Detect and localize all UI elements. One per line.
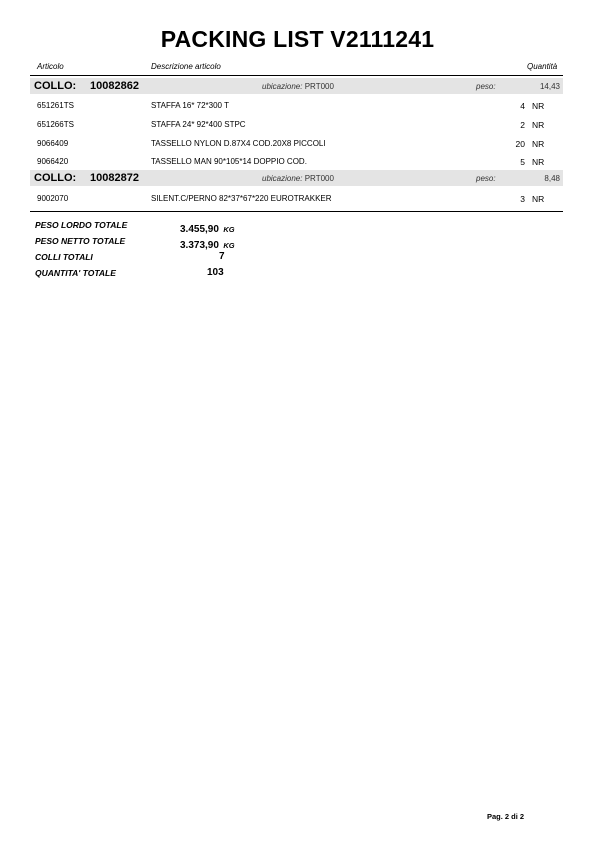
totals-rule	[30, 211, 563, 212]
item-quantity: 4	[520, 101, 525, 111]
peso-value: 14,43	[539, 82, 560, 91]
colli-totali-label: COLLI TOTALI	[35, 252, 93, 262]
ubicazione-value: PRT000	[304, 82, 334, 91]
item-unit: NR	[532, 157, 545, 167]
peso-netto-unit: KG	[223, 241, 235, 250]
peso-lordo-unit: KG	[223, 225, 235, 234]
ubicazione-label: ubicazione:	[262, 174, 303, 183]
item-unit: NR	[532, 139, 545, 149]
item-quantity: 5	[520, 157, 525, 167]
header-rule	[30, 75, 563, 76]
peso-lordo-label: PESO LORDO TOTALE	[35, 220, 128, 230]
item-description: SILENT.C/PERNO 82*37*67*220 EUROTRAKKER	[151, 194, 332, 203]
page-number: Pag. 2 di 2	[487, 812, 525, 821]
item-quantity: 2	[520, 120, 525, 130]
item-unit: NR	[532, 101, 545, 111]
peso-netto-label: PESO NETTO TOTALE	[35, 236, 126, 246]
peso-netto-value: 3.373,90	[180, 240, 219, 251]
collo-label: COLLO:	[34, 172, 77, 184]
collo-ubicazione	[262, 82, 334, 91]
ubicazione-label: ubicazione:	[262, 82, 303, 91]
item-quantity: 3	[520, 194, 525, 204]
item-description: STAFFA 16* 72*300 T	[151, 101, 229, 110]
column-header-quantita: Quantità	[527, 62, 558, 71]
item-unit: NR	[532, 120, 545, 130]
item-description: TASSELLO NYLON D.87X4 COD.20X8 PICCOLI	[151, 139, 326, 148]
collo-label: COLLO:	[34, 80, 77, 92]
item-quantity: 20	[515, 139, 525, 149]
document-title: PACKING LIST V2111241	[160, 26, 435, 52]
item-code: 9002070	[37, 194, 69, 203]
column-header-descrizione: Descrizione articolo	[151, 62, 221, 71]
ubicazione-value: PRT000	[304, 174, 334, 183]
quantita-totale-value: 103	[207, 267, 224, 278]
collo-ubicazione	[262, 174, 334, 183]
column-header-articolo: Articolo	[37, 62, 64, 71]
item-code: 651261TS	[37, 101, 74, 110]
item-description: TASSELLO MAN 90*105*14 DOPPIO COD.	[151, 157, 307, 166]
item-unit: NR	[532, 194, 545, 204]
quantita-totale-label: QUANTITA' TOTALE	[35, 268, 116, 278]
collo-number: 10082872	[90, 172, 139, 184]
colli-totali-value: 7	[219, 251, 225, 262]
item-code: 9066409	[37, 139, 69, 148]
peso-value: 8,48	[544, 174, 560, 183]
item-code: 651266TS	[37, 120, 74, 129]
peso-label: peso:	[476, 82, 496, 91]
peso-netto-total	[180, 235, 235, 253]
peso-label: peso:	[476, 174, 496, 183]
collo-number: 10082862	[90, 80, 139, 92]
peso-lordo-value: 3.455,90	[180, 224, 219, 235]
item-code: 9066420	[37, 157, 69, 166]
item-description: STAFFA 24* 92*400 STPC	[151, 120, 246, 129]
